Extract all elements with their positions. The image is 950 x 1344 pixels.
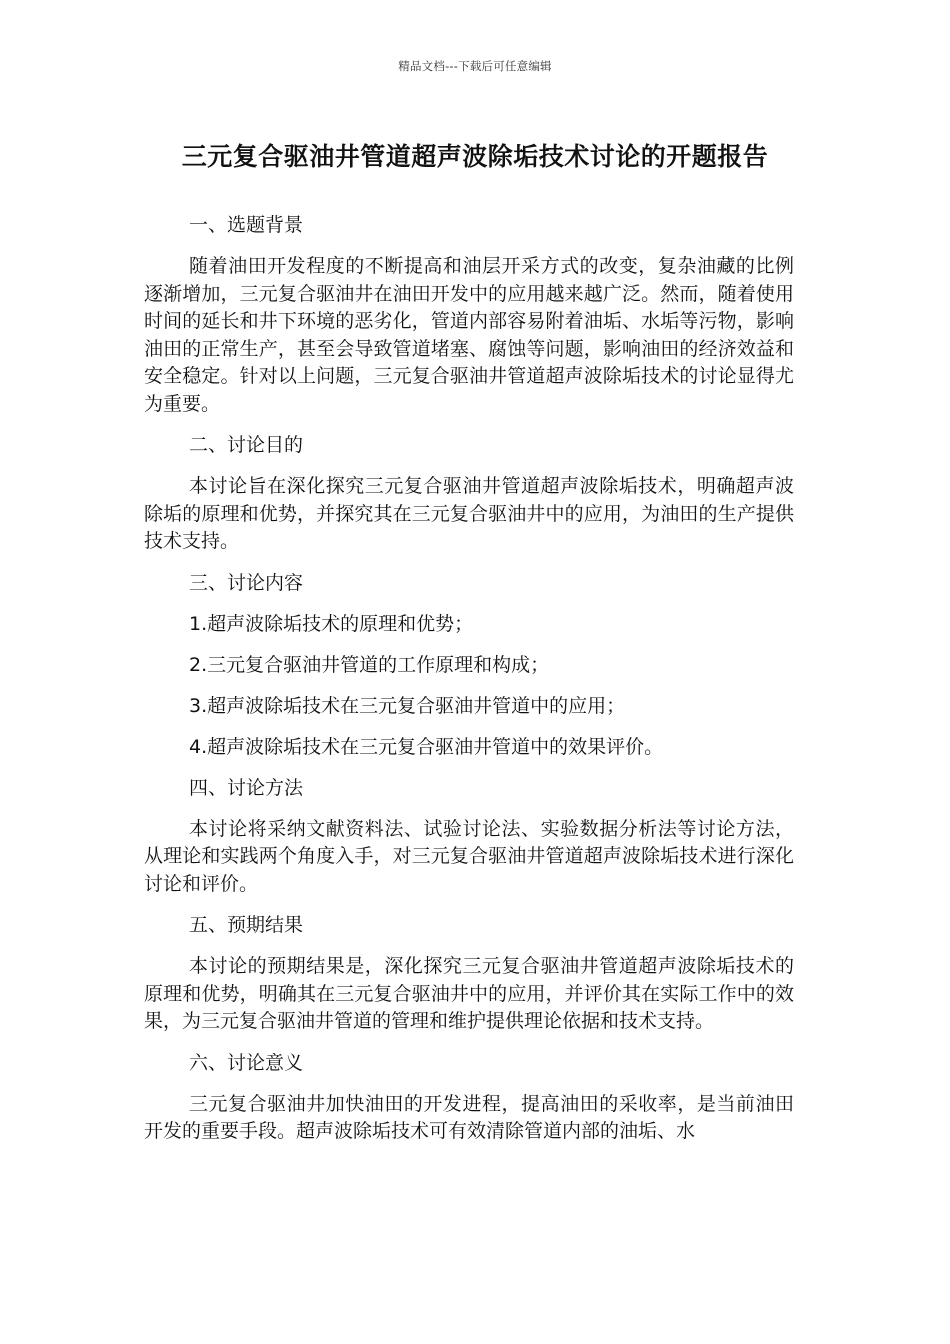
list-item: 4.超声波除垢技术在三元复合驱油井管道中的效果评价。 [189,735,664,758]
list-item: 2.三元复合驱油井管道的工作原理和构成； [189,653,550,676]
paragraph-purpose: 本讨论旨在深化探究三元复合驱油井管道超声波除垢技术，明确超声波除垢的原理和优势，并探究其在三元复合驱油井中的应用，为油田的生产提供技术支持。 [144,475,794,552]
paragraph-background: 随着油田开发程度的不断提高和油层开采方式的改变，复杂油藏的比例逐渐增加，三元复合驱油井在油田开发中的应用越来越广泛。然而，随着使用时间的延长和井下环境的恶劣化，管道内部容易附着油垢、水垢等污物，影响油田的正常生产，甚至会导致管道堵塞、腐蚀等问题，影响油田的经济效益和安全稳定。针对以上问题，三元复合驱油井管道超声波除垢技术的讨论显得尤为重要。 [144,255,794,415]
header-note: 精品文档---下载后可任意编辑 [398,59,552,73]
section-heading-significance: 六、讨论意义 [189,1051,304,1074]
list-item: 3.超声波除垢技术在三元复合驱油井管道中的应用； [189,694,626,717]
list-item: 1.超声波除垢技术的原理和优势； [189,612,474,635]
document-body [144,212,794,1160]
section-heading-content: 三、讨论内容 [189,571,304,594]
section-heading-background: 一、选题背景 [189,214,304,236]
paragraph-expected-results: 本讨论的预期结果是，深化探究三元复合驱油井管道超声波除垢技术的原理和优势，明确其在三元复合驱油井中的应用，并评价其在实际工作中的效果，为三元复合驱油井管道的管理和维护提供理论依据和技术支持。 [144,955,794,1032]
paragraph-method: 本讨论将采纳文献资料法、试验讨论法、实验数据分析法等讨论方法，从理论和实践两个角度入手，对三元复合驱油井管道超声波除垢技术进行深化讨论和评价。 [144,817,794,895]
section-heading-method: 四、讨论方法 [189,776,304,799]
section-heading-purpose: 二、讨论目的 [189,434,304,456]
paragraph-significance: 三元复合驱油井加快油田的开发进程，提高油田的采收率，是当前油田开发的重要手段。超声波除垢技术可有效清除管道内部的油垢、水 [144,1092,794,1142]
page-title: 三元复合驱油井管道超声波除垢技术讨论的开题报告 [181,142,769,171]
section-heading-expected-results: 五、预期结果 [189,914,304,936]
